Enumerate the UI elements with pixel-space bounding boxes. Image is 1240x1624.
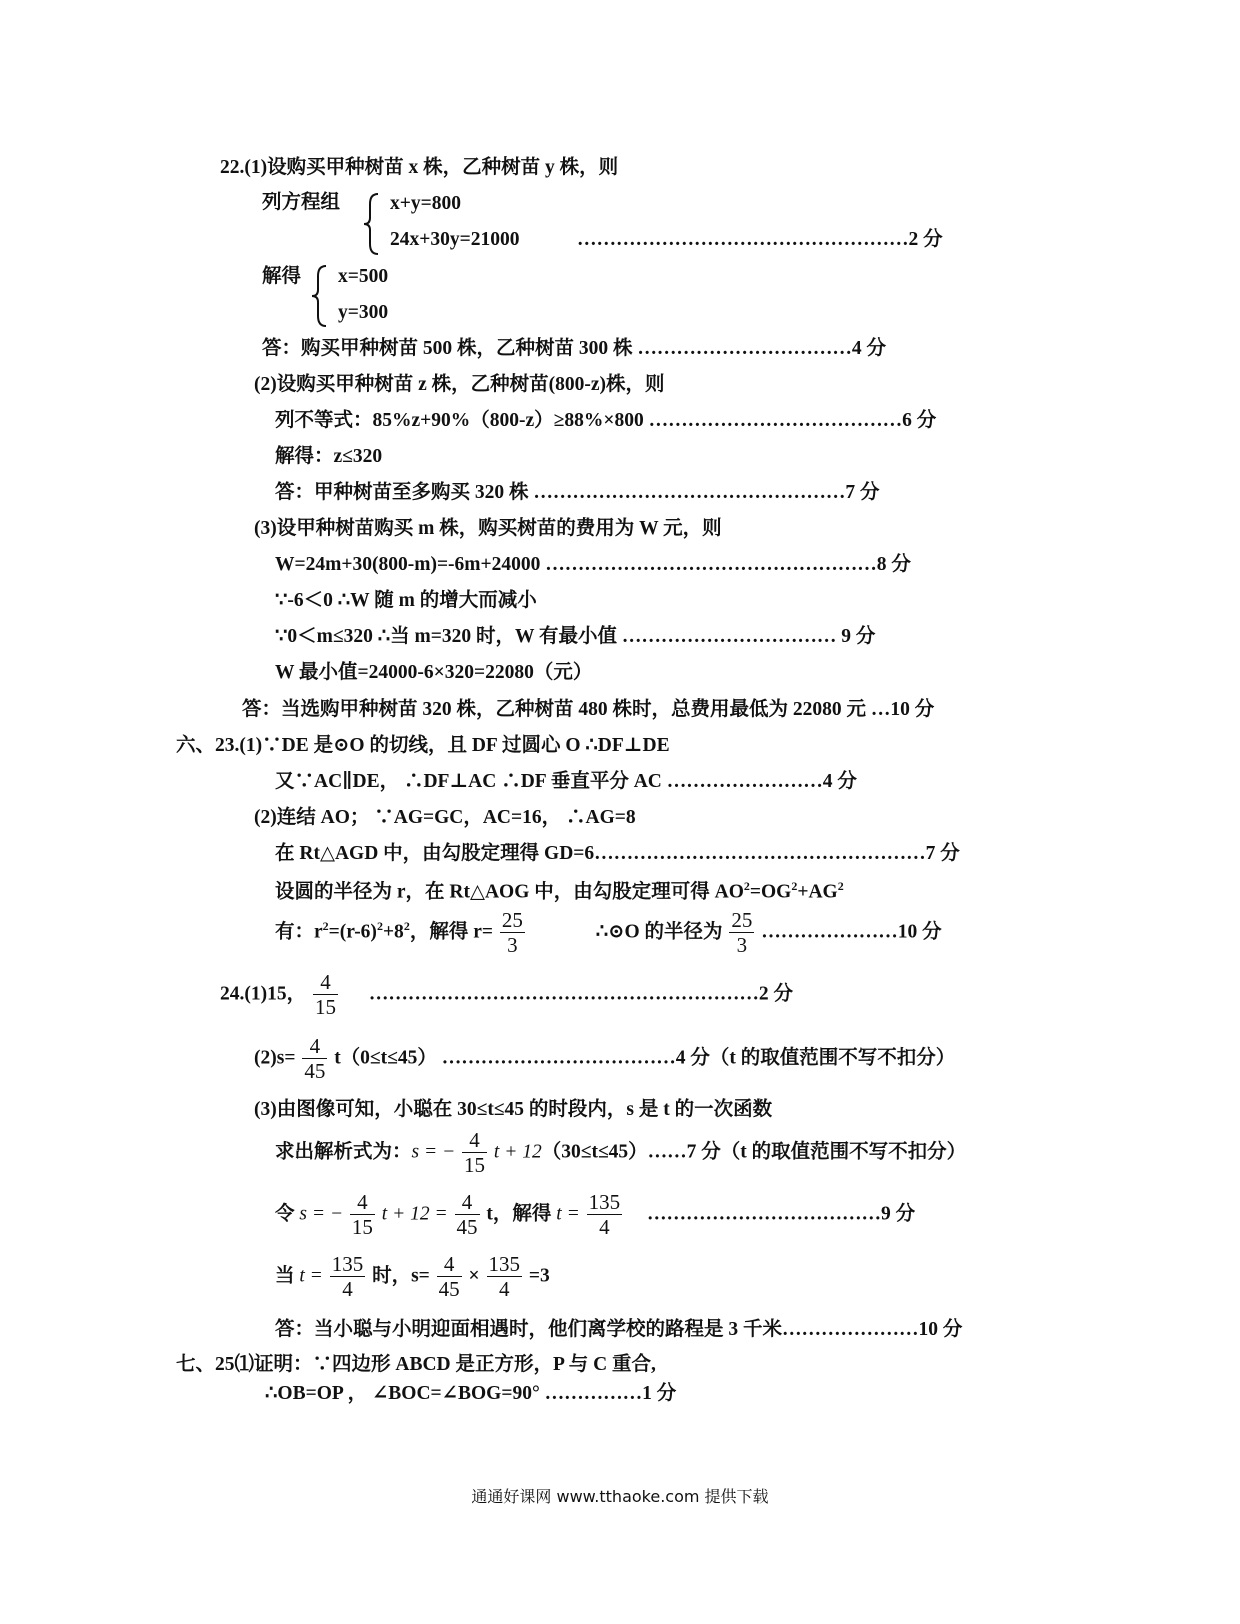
answer-line: 又∵AC∥DE， ∴DF⊥AC ∴DF 垂直平分 AC ……………………4 分 <box>275 771 857 792</box>
fraction: $\frac{25}{3}$ <box>731 908 753 957</box>
fraction: $\frac{135}{4}$ <box>331 1252 364 1301</box>
equation-line: y=300 <box>338 302 389 323</box>
equation-line: 24x+30y=21000 <box>390 229 520 250</box>
answer-line: W=24m+30(800-m)=-6m+24000 ……………………………………………8 分 <box>275 554 911 575</box>
answer-line: ∴OB=OP ， ∠BOC=∠BOG=90° ……………1 分 <box>265 1383 677 1404</box>
fraction: $\frac{4}{45}$ <box>438 1252 460 1301</box>
answer-line: 答：当选购甲种树苗 320 株，乙种树苗 480 株时，总费用最低为 22080 元 …10 分 <box>242 699 935 720</box>
answer-line: 列方程组 <box>262 192 341 213</box>
answer-line: 在 Rt△AGD 中，由勾股定理得 GD=6……………………………………………7 分 <box>275 843 960 864</box>
answer-line: 令 s = − $\frac{4}{15}$ t + 12 = $\frac{4}{45}$ t，解得 t = $\frac{135}{4}$ ………………………………9 分 <box>275 1190 916 1239</box>
answer-line: (2)连结 AO； ∵AG=GC，AC=16， ∴AG=8 <box>254 807 636 828</box>
score-leader: ……………………………………………2 分 <box>577 229 943 250</box>
answer-line: (2)s= $\frac{4}{45}$ t（0≤t≤45） ………………………………4 分（t 的取值范围不写不扣分） <box>254 1034 956 1083</box>
fraction: $\frac{4}{15}$ <box>315 970 336 1019</box>
answer-line: 当 t = $\frac{135}{4}$ 时，s= $\frac{4}{45}$ × $\frac{135}{4}$ =3 <box>275 1252 550 1301</box>
equation-line: x+y=800 <box>390 193 461 214</box>
fraction: $\frac{135}{4}$ <box>588 1190 621 1239</box>
page-footer: 通通好课网 www.tthaoke.com 提供下载 <box>471 1487 769 1506</box>
fraction: $\frac{4}{45}$ <box>304 1034 326 1083</box>
answer-line: 22.(1)设购买甲种树苗 x 株，乙种树苗 y 株，则 <box>220 157 619 178</box>
fraction: $\frac{4}{15}$ <box>464 1128 486 1177</box>
answer-line: W 最小值=24000-6×320=22080（元） <box>275 662 593 683</box>
answer-line: ∵-6＜0 ∴W 随 m 的增大而减小 <box>275 590 537 611</box>
answer-line: (3)设甲种树苗购买 m 株，购买树苗的费用为 W 元，则 <box>254 518 722 539</box>
answer-line: 答：当小聪与小明迎面相遇时，他们离学校的路程是 3 千米…………………10 分 <box>275 1319 963 1340</box>
answer-line: 答：购买甲种树苗 500 株，乙种树苗 300 株 ……………………………4 分 <box>262 338 887 359</box>
fraction: $\frac{135}{4}$ <box>488 1252 521 1301</box>
equation-line: x=500 <box>338 266 389 287</box>
answer-line: (3)由图像可知，小聪在 30≤t≤45 的时段内，s 是 t 的一次函数 <box>254 1099 773 1120</box>
answer-line: 求出解析式为：s = − $\frac{4}{15}$ t + 12（30≤t≤45）……7 分（t 的取值范围不写不扣分） <box>275 1128 967 1177</box>
fraction: $\frac{4}{15}$ <box>351 1190 373 1239</box>
answer-line: (2)设购买甲种树苗 z 株，乙种树苗(800-z)株，则 <box>254 374 665 395</box>
fraction: $\frac{4}{45}$ <box>456 1190 478 1239</box>
answer-line: 设圆的半径为 r，在 Rt△AOG 中，由勾股定理可得 $AO^2=OG^2+AG^2$ <box>275 879 844 903</box>
answer-line: 七、25⑴证明：∵四边形 ABCD 是正方形，P 与 C 重合, <box>176 1354 656 1375</box>
brace-icon <box>362 192 382 256</box>
answer-line: 六、23.(1)∵DE 是⊙O 的切线，且 DF 过圆心 O ∴DF⊥DE <box>176 735 670 756</box>
answer-line: 解得 <box>262 266 302 287</box>
fraction: $\frac{25}{3}$ <box>501 908 523 957</box>
answer-line: 解得：z≤320 <box>275 446 383 467</box>
answer-line: 列不等式：85%z+90%（800-z）≥88%×800 …………………………………6 分 <box>275 410 937 431</box>
answer-line: 24.(1)15， $\frac{4}{15}$ ……………………………………………………2 分 <box>220 970 793 1019</box>
answer-line: 有：$r^2=(r-6)^2+8^2$，解得 r= $\frac{25}{3}$ ∴⊙O 的半径为 $\frac{25}{3}$ …………………10 分 <box>275 908 942 957</box>
answer-line: 答：甲种树苗至多购买 320 株 …………………………………………7 分 <box>275 482 880 503</box>
brace-icon <box>310 264 330 328</box>
answer-line: ∵0＜m≤320 ∴当 m=320 时，W 有最小值 …………………………… 9 分 <box>275 626 876 647</box>
